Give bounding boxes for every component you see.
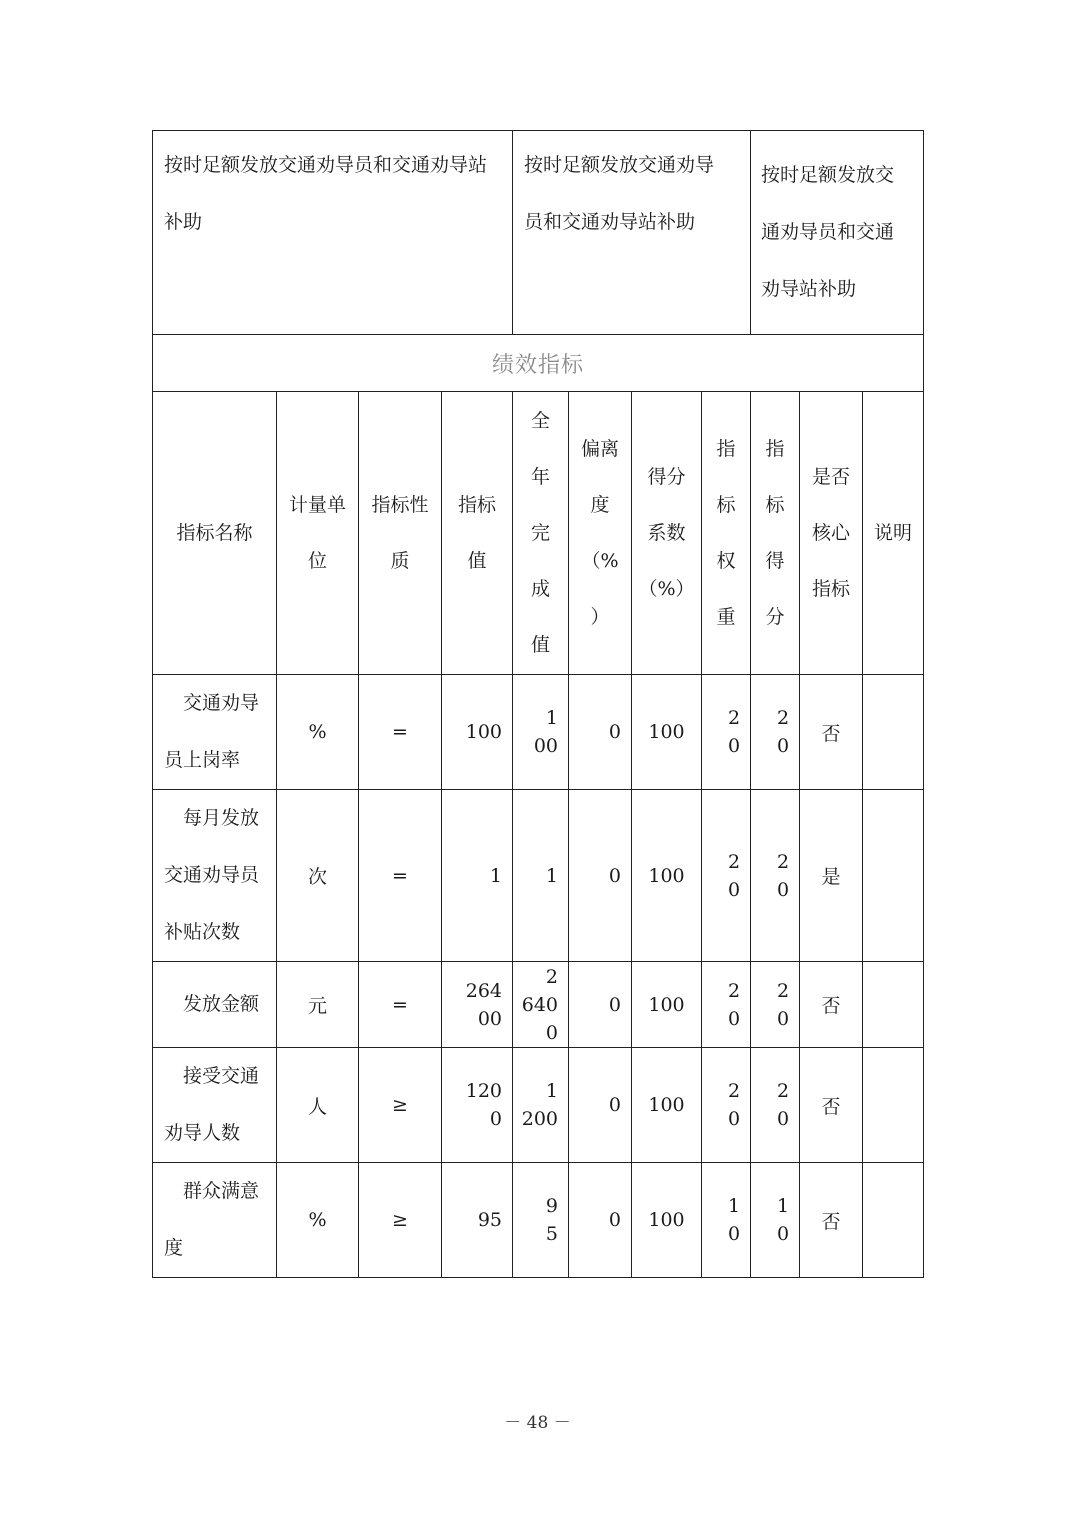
row-unit: 人 [277, 1048, 359, 1163]
section-title: 绩效指标 [153, 335, 924, 392]
row-weight: 2 0 [702, 675, 751, 790]
row-weight: 2 0 [702, 962, 751, 1048]
row-target: 1 [442, 790, 513, 962]
goal-cell-3: 按时足额发放交 通劝导员和交通 劝导站补助 [751, 131, 924, 335]
row-weight: 1 0 [702, 1163, 751, 1278]
row-note [863, 790, 924, 962]
row-coef: 100 [632, 790, 702, 962]
row-note [863, 1163, 924, 1278]
row-completed: 1 200 [513, 1048, 569, 1163]
goal-cell-2: 按时足额发放交通劝导 员和交通劝导站补助 [513, 131, 751, 335]
row-name: 每月发放 交通劝导员 补贴次数 [153, 790, 277, 962]
row-nature: ≥ [359, 1163, 442, 1278]
header-unit: 计量单 位 [277, 392, 359, 675]
row-score: 2 0 [751, 962, 800, 1048]
row-name: 交通劝导 员上岗率 [153, 675, 277, 790]
table-row [153, 962, 924, 1048]
header-target: 指标 值 [442, 392, 513, 675]
table-row [153, 675, 924, 790]
performance-table [152, 130, 924, 1278]
header-deviation: 偏离 度 （% ） [569, 392, 632, 675]
row-nature: = [359, 790, 442, 962]
header-core: 是否 核心 指标 [800, 392, 863, 675]
row-deviation: 0 [569, 962, 632, 1048]
row-deviation: 0 [569, 790, 632, 962]
row-weight: 2 0 [702, 790, 751, 962]
header-completed: 全 年 完 成 值 [513, 392, 569, 675]
row-nature: = [359, 675, 442, 790]
row-completed: 2 640 0 [513, 962, 569, 1048]
row-name: 接受交通 劝导人数 [153, 1048, 277, 1163]
row-target: 120 0 [442, 1048, 513, 1163]
row-score: 2 0 [751, 675, 800, 790]
row-name: 发放金额 [153, 962, 277, 1048]
row-core: 是 [800, 790, 863, 962]
row-name: 群众满意 度 [153, 1163, 277, 1278]
header-row [153, 392, 924, 675]
row-core: 否 [800, 675, 863, 790]
header-name: 指标名称 [153, 392, 277, 675]
section-row [153, 335, 924, 392]
row-deviation: 0 [569, 1163, 632, 1278]
header-score-coef: 得分 系数 （%） [632, 392, 702, 675]
row-core: 否 [800, 1048, 863, 1163]
row-coef: 100 [632, 1048, 702, 1163]
header-weight: 指 标 权 重 [702, 392, 751, 675]
row-score: 2 0 [751, 790, 800, 962]
row-note [863, 962, 924, 1048]
header-score: 指 标 得 分 [751, 392, 800, 675]
row-completed: 9 5 [513, 1163, 569, 1278]
row-unit: % [277, 675, 359, 790]
row-weight: 2 0 [702, 1048, 751, 1163]
row-core: 否 [800, 1163, 863, 1278]
row-target: 100 [442, 675, 513, 790]
row-completed: 1 00 [513, 675, 569, 790]
row-core: 否 [800, 962, 863, 1048]
table-row [153, 1163, 924, 1278]
row-coef: 100 [632, 675, 702, 790]
table-row [153, 1048, 924, 1163]
goal-row [153, 131, 924, 335]
row-deviation: 0 [569, 675, 632, 790]
row-note [863, 1048, 924, 1163]
row-unit: % [277, 1163, 359, 1278]
table-row [153, 790, 924, 962]
row-completed: 1 [513, 790, 569, 962]
row-target: 264 00 [442, 962, 513, 1048]
row-coef: 100 [632, 962, 702, 1048]
row-score: 2 0 [751, 1048, 800, 1163]
row-nature: = [359, 962, 442, 1048]
row-nature: ≥ [359, 1048, 442, 1163]
row-deviation: 0 [569, 1048, 632, 1163]
row-unit: 次 [277, 790, 359, 962]
row-note [863, 675, 924, 790]
page-number: － 48 － [504, 1413, 571, 1433]
goal-cell-1: 按时足额发放交通劝导员和交通劝导站 补助 [153, 131, 513, 335]
row-unit: 元 [277, 962, 359, 1048]
row-target: 95 [442, 1163, 513, 1278]
row-coef: 100 [632, 1163, 702, 1278]
row-score: 1 0 [751, 1163, 800, 1278]
header-nature: 指标性 质 [359, 392, 442, 675]
header-note: 说明 [863, 392, 924, 675]
